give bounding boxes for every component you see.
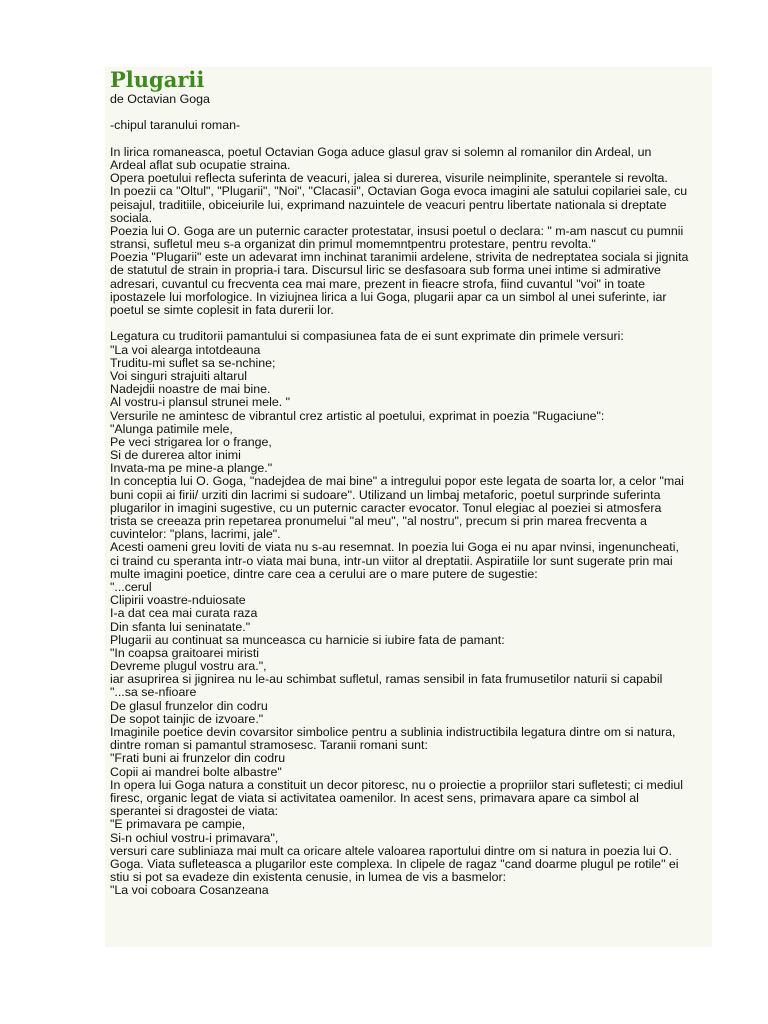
text-line: De glasul frunzelor din codru bbox=[110, 698, 268, 713]
text-line: Pe veci strigarea lor o frange, bbox=[110, 434, 272, 449]
text-line: Poezia lui O. Goga are un puternic caracter protestatar, insusi poetul o declara: " m-am nascut cu pumnii bbox=[110, 223, 684, 238]
text-line: de statutul de strain in propria-i tara. Discursul liric se desfasoara sub forma unei intime si admirative bbox=[110, 263, 661, 278]
text-line: "Alunga patimile mele, bbox=[110, 421, 233, 436]
text-line: Nadejdii noastre de mai bine. bbox=[110, 382, 271, 397]
text-line: "...sa se-nfioare bbox=[110, 685, 197, 700]
text-line: In poezii ca "Oltul", "Plugarii", "Noi", "Clacasii", Octavian Goga evoca imagini ale satului copilariei sale, cu bbox=[110, 184, 688, 199]
text-line: In lirica romaneasca, poetul Octavian Goga aduce glasul grav si solemn al romanilor din Ardeal, un bbox=[110, 144, 652, 159]
text-line: Acesti oameni greu loviti de viata nu s-au resemnat. In poezia lui Goga ei nu apar nvinsi, ingenuncheati, bbox=[110, 540, 679, 555]
text-line: adresari, cuvantul cu frecventa cea mai mare, prezent in fieacre strofa, fiind cuvantul "voi" in toate bbox=[110, 276, 645, 291]
text-line: poetul se simte coplesit in fata durerii lor. bbox=[110, 303, 334, 317]
author-line: de Octavian Goga bbox=[110, 92, 210, 106]
text-line: "E primavara pe campie, bbox=[110, 817, 246, 832]
text-line: sperantei si dragostei de viata: bbox=[110, 804, 279, 819]
text-line: Ardeal aflat sub ocupatie straina. bbox=[110, 157, 291, 172]
text-line: "Frati buni ai frunzelor din codru bbox=[110, 751, 286, 766]
text-line: I-a dat cea mai curata raza bbox=[110, 606, 258, 621]
text-line: buni copii ai firii/ urziti din lacrimi si sudoare". Utilizand un limbaj metaforic, poetul surprinde suferinta bbox=[110, 487, 661, 502]
document-title: Plugarii bbox=[110, 67, 205, 92]
text-line: iar asuprirea si jignirea nu le-au schimbat sufletul, ramas sensibil in fata frumusetilor naturii si capabil bbox=[110, 672, 663, 687]
text-line: firesc, organic legat de viata si activitatea oamenilor. In acest sens, primavara apare ca simbol al bbox=[110, 790, 639, 805]
text-line: versuri care subliniaza mai mult ca oricare altele valoarea raportului dintre om si natura in poezia lui O. bbox=[110, 843, 672, 858]
text-line: "...cerul bbox=[110, 579, 152, 594]
text-line: "La voi coboara Cosanzeana bbox=[110, 883, 269, 898]
text-line: peisajul, traditiile, obiceiurile lui, exprimand nazuintele de veacuri pentru libertate nationala si dreptate bbox=[110, 197, 667, 212]
text-line: ci traind cu speranta intr-o viata mai buna, intr-un viitor al dreptatii. Aspiratiile lor sunt sugerate prin mai bbox=[110, 553, 673, 568]
text-line: In conceptia lui O. Goga, "nadejdea de mai bine" a intregului popor este legata de soarta lor, a celor "mai bbox=[110, 474, 684, 489]
text-line: Legatura cu truditorii pamantului si compasiunea fata de ei sunt exprimate din primele versuri: bbox=[110, 329, 624, 344]
text-line: Si de durerea altor inimi bbox=[110, 448, 241, 463]
text-line: De sopot tainjic de izvoare." bbox=[110, 711, 264, 726]
document-page bbox=[105, 67, 712, 947]
document-content bbox=[105, 67, 712, 897]
text-line: In opera lui Goga natura a constituit un decor pitoresc, nu o proiectie a propriilor stari sufletesti; ci mediul bbox=[110, 777, 684, 792]
text-line: ipostazele lui morfologice. In viziujnea lirica a lui Goga, plugarii apar ca un simbol al unei suferinte, iar bbox=[110, 289, 667, 304]
text-line: Opera poetului reflecta suferinta de veacuri, jalea si durerea, visurile neimplinite, sperantele si revolta. bbox=[110, 171, 668, 186]
subtitle-line: -chipul taranului roman- bbox=[110, 118, 241, 133]
text-line: Invata-ma pe mine-a plange." bbox=[110, 461, 273, 476]
text-line: Truditu-mi suflet sa se-nchine; bbox=[110, 355, 276, 370]
text-line: Plugarii au continuat sa munceasca cu harnicie si iubire fata de pamant: bbox=[110, 632, 505, 647]
text-line: cuvintelor: "plans, lacrimi, jale". bbox=[110, 527, 281, 542]
text-line bbox=[110, 133, 708, 146]
text-line: Versurile ne amintesc de vibrantul crez artistic al poetului, exprimat in poezia "Rugaciune": bbox=[110, 408, 605, 423]
text-line: trista se creeaza prin repetarea pronumelui "al meu", "al nostru", precum si prin marea frecventa a bbox=[110, 514, 647, 528]
text-line: Goga. Viata sufleteasca a plugarilor este complexa. In clipele de ragaz "cand doarme plugul pe rotile" ei bbox=[110, 856, 679, 871]
text-line: multe imagini poetice, dintre care cea a cerului are o mare putere de sugestie: bbox=[110, 566, 538, 581]
text-line: stransi, sufletul meu s-a organizat din primul momemntpentru protestare, pentru revolta." bbox=[110, 237, 596, 252]
document-body bbox=[110, 133, 708, 898]
text-line: Imaginile poetice devin covarsitor simbolice pentru a sublinia indistructibila legatura dintre om si natura, bbox=[110, 725, 676, 739]
text-line: stiu si pot sa evadeze din existenta cenusie, in lumea de vis a basmelor: bbox=[110, 870, 507, 885]
text-line: Al vostru-i plansul strunei mele. " bbox=[110, 395, 291, 410]
text-line: Poezia "Plugarii" este un adevarat imn inchinat taranimii ardelene, strivita de nedreptatea sociala si jignita bbox=[110, 250, 689, 265]
text-line: Voi singuri strajuiti altarul bbox=[110, 368, 248, 383]
text-line: plugarilor in imagini sugestive, cu un puternic caracter evocator. Tonul elegiac al poeziei si atmosfera bbox=[110, 500, 662, 515]
text-line: Din sfanta lui seninatate." bbox=[110, 619, 251, 634]
text-line: Copii ai mandrei bolte albastre" bbox=[110, 764, 282, 779]
text-line: Clipirii voastre-nduiosate bbox=[110, 593, 246, 608]
text-line: Devreme plugul vostru ara.", bbox=[110, 659, 267, 674]
text-line: "La voi alearga intotdeauna bbox=[110, 342, 261, 357]
text-line: "In coapsa graitoarei miristi bbox=[110, 645, 260, 660]
text-line: dintre roman si pamantul stramosesc. Taranii romani sunt: bbox=[110, 738, 428, 753]
text-line: sociala. bbox=[110, 210, 153, 225]
text-line: Si-n ochiul vostru-i primavara", bbox=[110, 830, 279, 845]
